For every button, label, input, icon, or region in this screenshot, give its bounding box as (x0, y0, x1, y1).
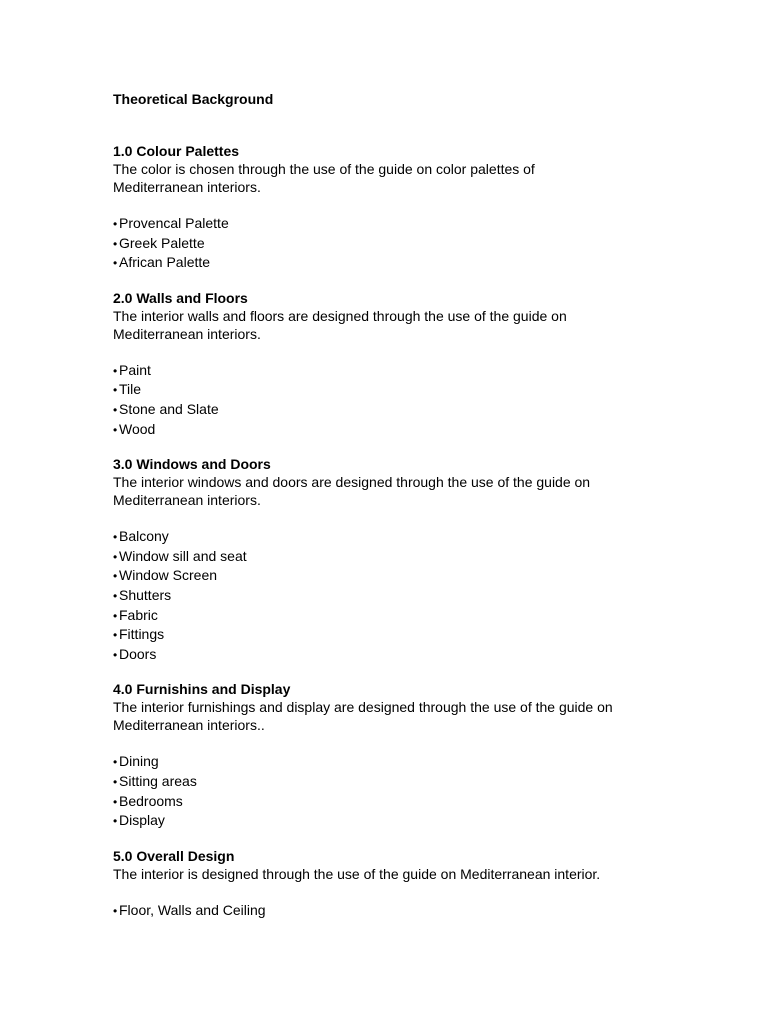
list-item-text: Doors (119, 645, 157, 662)
list-item (113, 752, 713, 772)
list-item-text: Wood (119, 420, 156, 437)
list-item (113, 586, 713, 606)
list-item-text: Sitting areas (119, 772, 197, 789)
list-item (113, 566, 713, 586)
section-heading: 5.0 Overall Design (113, 847, 235, 864)
section-heading: 2.0 Walls and Floors (113, 289, 248, 306)
section-body: The color is chosen through the use of the guide on color palettes of Mediterranean interiors. (113, 161, 535, 195)
section-furnishings-display (113, 680, 713, 830)
bullet-icon: • (113, 588, 118, 603)
list-item-text: Dining (119, 753, 159, 770)
section-heading: 3.0 Windows and Doors (113, 456, 271, 473)
bullet-icon: • (113, 755, 118, 770)
spacer (113, 273, 713, 289)
bullet-icon: • (113, 383, 118, 398)
section-heading: 1.0 Colour Palettes (113, 143, 240, 159)
list-item-text: Display (119, 812, 165, 829)
list-item-text: Tile (119, 381, 142, 398)
list-item (113, 547, 713, 567)
bullet-icon: • (113, 236, 118, 251)
document-page (113, 90, 713, 920)
list-item (113, 253, 713, 273)
list-item (113, 214, 713, 234)
bullet-icon: • (113, 608, 118, 623)
list-item-text: Provencal Palette (119, 215, 229, 231)
list-item-text: African Palette (119, 254, 211, 271)
list-item-text: Fabric (119, 606, 158, 623)
section-body: The interior windows and doors are designed through the use of the guide on Mediterranean interiors. (113, 474, 591, 509)
spacer (113, 664, 713, 680)
list-item (113, 400, 713, 420)
list-item-text: Paint (119, 361, 151, 378)
document-title: Theoretical Background (113, 91, 274, 107)
list-item (113, 606, 713, 626)
list-item-text: Floor, Walls and Ceiling (119, 901, 266, 918)
list-item-text: Balcony (119, 528, 169, 545)
bullet-icon: • (113, 363, 118, 378)
list-item (113, 361, 713, 381)
list-item-text: Fittings (119, 626, 165, 643)
spacer (113, 439, 713, 455)
list-item (113, 420, 713, 440)
bullet-list (113, 901, 713, 921)
bullet-icon: • (113, 402, 118, 417)
bullet-icon: • (113, 647, 118, 662)
list-item (113, 625, 713, 645)
list-item-text: Greek Palette (119, 234, 205, 251)
list-item-text: Window sill and seat (119, 547, 247, 564)
bullet-list (113, 752, 713, 830)
list-item (113, 645, 713, 665)
bullet-icon: • (113, 774, 118, 789)
list-item (113, 901, 713, 921)
section-body: The interior walls and floors are designed through the use of the guide on Mediterranean interiors. (113, 307, 567, 342)
section-colour-palettes (113, 142, 713, 273)
list-item (113, 772, 713, 792)
list-item-text: Shutters (119, 586, 172, 603)
list-item (113, 234, 713, 254)
bullet-list (113, 361, 713, 439)
bullet-icon: • (113, 569, 118, 584)
list-item (113, 792, 713, 812)
bullet-icon: • (113, 256, 118, 271)
bullet-icon: • (113, 794, 118, 809)
bullet-icon: • (113, 217, 118, 231)
section-overall-design (113, 847, 713, 921)
section-body: The interior furnishings and display are designed through the use of the guide on Mediterranean interiors.. (113, 699, 613, 734)
section-windows-doors (113, 455, 713, 664)
list-item (113, 527, 713, 547)
section-heading: 4.0 Furnishins and Display (113, 681, 291, 698)
bullet-icon: • (113, 530, 118, 545)
list-item-text: Stone and Slate (119, 400, 219, 417)
bullet-icon: • (113, 903, 118, 918)
section-body: The interior is designed through the use of the guide on Mediterranean interior. (113, 865, 601, 882)
bullet-icon: • (113, 422, 118, 437)
list-item-text: Window Screen (119, 567, 218, 584)
bullet-list (113, 214, 713, 273)
spacer (113, 831, 713, 847)
section-walls-floors (113, 289, 713, 439)
bullet-icon: • (113, 628, 118, 643)
spacer (113, 108, 713, 142)
list-item (113, 811, 713, 831)
bullet-icon: • (113, 814, 118, 829)
list-item (113, 380, 713, 400)
bullet-icon: • (113, 549, 118, 564)
list-item-text: Bedrooms (119, 792, 183, 809)
bullet-list (113, 527, 713, 664)
